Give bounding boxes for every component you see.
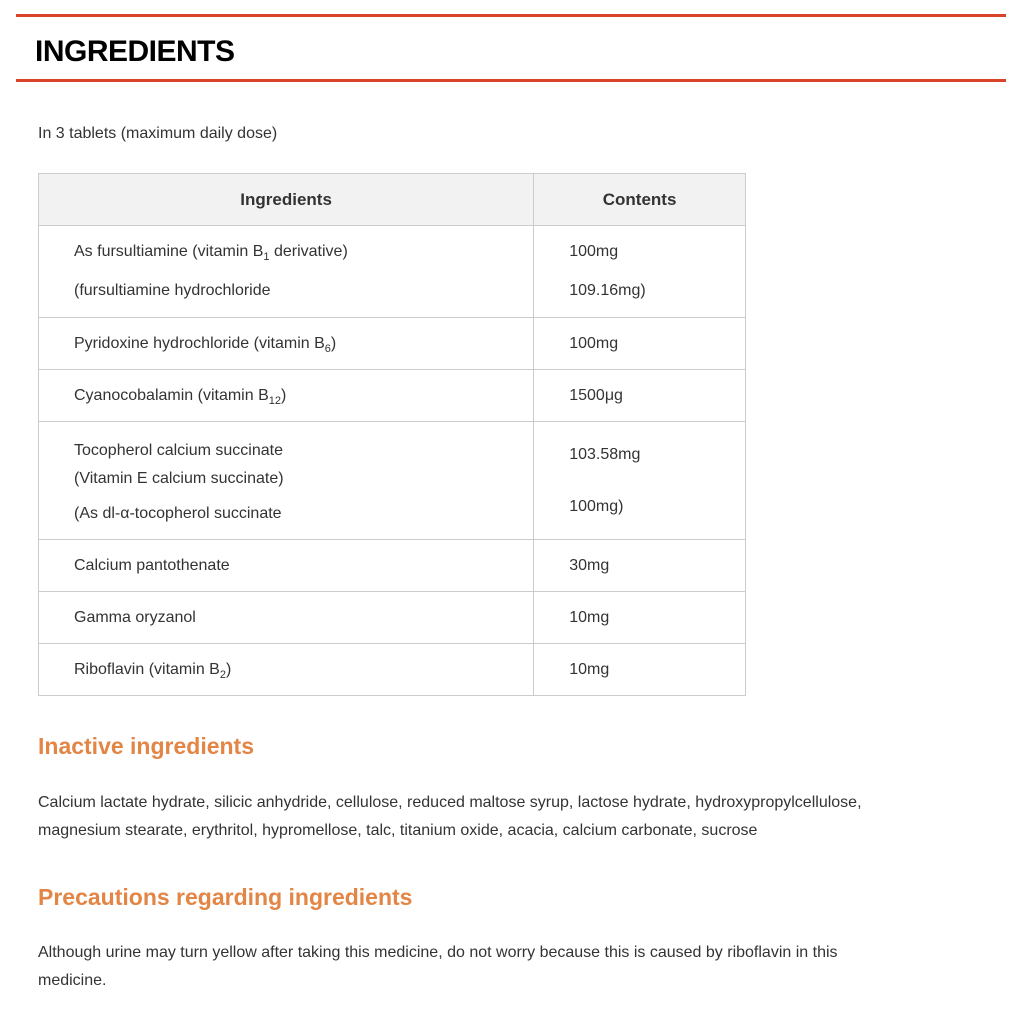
- contents-value: 100mg: [569, 334, 619, 352]
- contents-cell: [534, 592, 746, 644]
- column-header-ingredients: Ingredients: [39, 174, 534, 226]
- contents-value: 103.58mg: [569, 445, 641, 463]
- contents-cell: [534, 318, 746, 370]
- contents-value: 30mg: [569, 556, 610, 574]
- table-row: [39, 370, 746, 422]
- inactive-line: Calcium lactate hydrate, silicic anhydride, cellulose, reduced maltose syrup, lactose hydrate, hydroxypropylcellulose,: [38, 794, 862, 811]
- table-row: [39, 422, 746, 540]
- inactive-line: magnesium stearate, erythritol, hypromellose, talc, titanium oxide, acacia, calcium carbonate, sucrose: [38, 822, 758, 839]
- page-title: INGREDIENTS: [35, 35, 235, 68]
- ingredient-cell: [39, 370, 534, 422]
- page-header: [16, 14, 1006, 82]
- ingredient-line: Cyanocobalamin (vitamin $B_{12}$): [74, 386, 287, 407]
- ingredient-line: Tocopherol calcium succinate: [74, 441, 283, 459]
- contents-cell: [534, 422, 746, 540]
- contents-cell: [534, 226, 746, 318]
- contents-cell: [534, 370, 746, 422]
- ingredient-line: Calcium pantothenate: [74, 556, 230, 574]
- ingredients-table: [38, 173, 746, 696]
- precautions-line: medicine.: [38, 972, 107, 989]
- inactive-ingredients-heading: Inactive ingredients: [38, 733, 255, 759]
- inactive-ingredients-text: [38, 789, 988, 845]
- column-header-contents: Contents: [534, 174, 746, 226]
- contents-value: 100mg: [569, 243, 619, 260]
- contents-value: 1500μg: [569, 386, 623, 404]
- table-row: [39, 318, 746, 370]
- precautions-heading: Precautions regarding ingredients: [38, 884, 413, 910]
- ingredient-line: As fursultiamine (vitamin $B_1$ derivative): [74, 243, 348, 263]
- contents-cell: [534, 644, 746, 696]
- ingredient-cell: [39, 644, 534, 696]
- ingredient-cell: [39, 422, 534, 540]
- table-row: [39, 644, 746, 696]
- ingredient-line: (Vitamin E calcium succinate): [74, 469, 284, 487]
- ingredient-line: Pyridoxine hydrochloride (vitamin $B_6$): [74, 334, 337, 355]
- precautions-text: [38, 939, 988, 995]
- table-header-row: [39, 174, 746, 226]
- precautions-line: Although urine may turn yellow after taking this medicine, do not worry because this is caused by riboflavin in this: [38, 944, 838, 961]
- dose-note: In 3 tablets (maximum daily dose): [38, 125, 278, 142]
- contents-cell: [534, 540, 746, 592]
- contents-value: 100mg): [569, 497, 624, 515]
- contents-value: 10mg: [569, 608, 610, 626]
- table-row: [39, 592, 746, 644]
- ingredient-cell: [39, 540, 534, 592]
- ingredient-cell: [39, 226, 534, 318]
- table-row: [39, 540, 746, 592]
- ingredient-cell: [39, 592, 534, 644]
- contents-value: 10mg: [569, 660, 610, 678]
- ingredient-line: Riboflavin (vitamin $B_2$): [74, 660, 232, 681]
- ingredient-line: (As dl-α-tocopherol succinate: [74, 504, 282, 522]
- table-row: [39, 226, 746, 318]
- ingredient-line: Gamma oryzanol: [74, 608, 196, 626]
- ingredient-line: (fursultiamine hydrochloride: [74, 282, 271, 299]
- ingredient-cell: [39, 318, 534, 370]
- contents-value: 109.16mg): [569, 282, 646, 299]
